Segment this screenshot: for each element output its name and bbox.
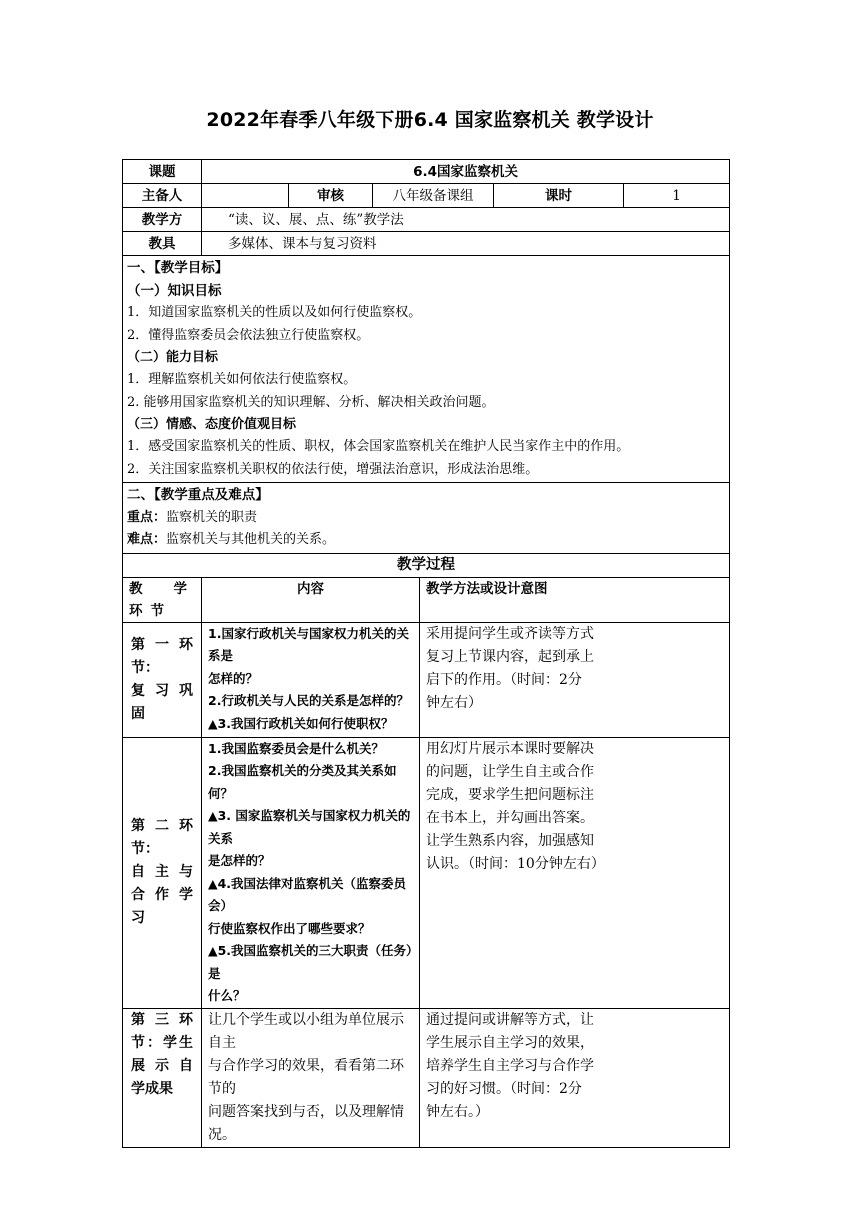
stage-name-line: 固 [131, 705, 145, 722]
stage-name-line: 展 示 自 [131, 1057, 193, 1074]
stage-content-line: 怎样的？ [208, 670, 259, 686]
difficulty-label: 难点： [127, 532, 167, 547]
stage-method-line: 培养学生自主学习与合作学 [426, 1057, 594, 1074]
topic-label: 课题 [123, 160, 202, 184]
stage-method-line: 习的好习惯。（时间：2分 [426, 1080, 582, 1097]
key-points-heading: 二、【教学重点及难点】 [127, 487, 269, 503]
stage-name-line: 复 习 巩 [131, 682, 193, 699]
stage-content-line: 与合作学习的效果，看看第二环节的 [208, 1057, 404, 1097]
stage-name-line: 节： [131, 841, 159, 857]
emotion-item: 1．感受国家监察机关的性质、职权，体会国家监察机关在维护人民当家作主中的作用。 [127, 439, 630, 454]
ability-heading: （二）能力目标 [127, 350, 219, 365]
stage-name-line: 节： [131, 659, 159, 676]
preparer-value [202, 184, 289, 208]
stage-name-line: 第 二 环 [131, 818, 193, 834]
stage-content-line: 问题答案找到与否，以及理解情况。 [208, 1103, 404, 1143]
stage-row [123, 622, 730, 737]
review-value: 八年级备课组 [373, 184, 494, 208]
stage-content-line: 1.我国监察委员会是什么机关？ [208, 740, 384, 756]
stage-method-line: 的问题，让学生自主或合作 [426, 763, 594, 780]
stage-method-line: 通过提问或讲解等方式，让 [426, 1011, 594, 1028]
focus-label: 重点： [127, 509, 167, 525]
stage-method-line: 认识。（时间：10分钟左右） [426, 855, 605, 872]
topic-value: 6.4国家监察机关 [202, 160, 730, 184]
stage-method-line: 在书本上，并勾画出答案。 [426, 809, 594, 826]
ability-item: 2. 能够用国家监察机关的知识理解、分析、解决相关政治问题。 [127, 394, 495, 410]
hours-label: 课时 [494, 184, 624, 208]
stage-method [420, 622, 730, 737]
stage-method [420, 737, 730, 1008]
tools-row [123, 232, 730, 256]
stage-method-line: 复习上节课内容，起到承上 [426, 648, 594, 665]
emotion-heading: （三）情感、态度价值观目标 [127, 417, 297, 432]
objectives-cell [123, 256, 730, 483]
stage-method-line: 钟左右） [426, 694, 482, 711]
review-label: 审核 [289, 184, 373, 208]
difficulty-line [127, 529, 723, 552]
stage-row [123, 737, 730, 1008]
tools-value: 多媒体、课本与复习资料 [202, 232, 730, 256]
method-row [123, 208, 730, 232]
method-label: 教学方 [123, 208, 202, 232]
knowledge-heading: （一）知识目标 [127, 282, 222, 299]
stage-method-line: 启下的作用。（时间：2分 [426, 671, 582, 688]
focus-value: 监察机关的职责 [166, 509, 258, 525]
process-header-row [123, 577, 730, 622]
stage-name-line: 自 主 与 [131, 864, 193, 880]
stage-name [123, 1008, 202, 1147]
objectives-heading: 一、【教学目标】 [127, 260, 229, 276]
col-method-header: 教学方法或设计意图 [420, 577, 730, 622]
meta-row [123, 184, 730, 208]
stage-content [202, 737, 420, 1008]
stage-content [202, 1008, 420, 1147]
preparer-label: 主备人 [123, 184, 202, 208]
hours-value: 1 [624, 184, 730, 208]
stage-name-line: 第 三 环 [131, 1011, 193, 1028]
stage-content-line: 1.国家行政机关与国家权力机关的关系是 [208, 625, 409, 663]
lesson-plan-table [122, 159, 730, 1148]
focus-line [127, 507, 723, 530]
stage-method-line: 完成，要求学生把问题标注 [426, 786, 594, 803]
col-stage-header: 教 学 环节 [123, 577, 202, 622]
stage-method-line: 钟左右。） [426, 1103, 489, 1120]
stage-content-line: 是怎样的？ [208, 853, 271, 868]
topic-row [123, 160, 730, 184]
difficulty-value: 监察机关与其他机关的关系。 [166, 532, 336, 547]
stage-content-line: ▲5.我国监察机关的三大职责（任务）是 [208, 943, 413, 981]
stage-method-line: 学生展示自主学习的效果， [426, 1034, 594, 1051]
stage-content-line: ▲4.我国法律对监察机关（监察委员会） [208, 875, 407, 913]
method-value: “读、议、展、点、练”教学法 [202, 208, 730, 232]
key-points-cell [123, 483, 730, 554]
stage-content-line: ▲3.我国行政机关如何行使职权？ [208, 715, 394, 731]
stage-name-line: 合 作 学 [131, 887, 193, 903]
tools-label: 教具 [123, 232, 202, 256]
stage-content [202, 622, 420, 737]
stage-method-line: 采用提问学生或齐读等方式 [426, 625, 594, 642]
ability-item: 1．理解监察机关如何依法行使监察权。 [127, 372, 357, 387]
process-heading-row [123, 553, 730, 577]
knowledge-item: 2．懂得监察委员会依法独立行使监察权。 [127, 327, 370, 343]
stage-content-line: 什么？ [208, 988, 246, 1003]
col-content-header: 内容 [202, 577, 420, 622]
stage-content-line: 让几个学生或以小组为单位展示自主 [208, 1011, 404, 1051]
knowledge-item: 1．知道国家监察机关的性质以及如何行使监察权。 [127, 305, 422, 320]
stage-name-line: 第 一 环 [131, 636, 193, 653]
stage-content-line: 2.我国监察机关的分类及其关系如何？ [208, 763, 397, 801]
stage-name-line: 节：学生 [131, 1034, 193, 1051]
stage-row [123, 1008, 730, 1147]
stage-content-line: 2.行政机关与人民的关系是怎样的？ [208, 693, 409, 708]
key-points-row [123, 483, 730, 554]
stage-method [420, 1008, 730, 1147]
stage-name [123, 737, 202, 1008]
stage-method-line: 让学生熟系内容，加强感知 [426, 832, 594, 849]
objectives-row [123, 256, 730, 483]
stage-content-line: 行使监察权作出了哪些要求？ [208, 920, 371, 936]
document-title: 2022年春季八年级下册6.4 国家监察机关 教学设计 [206, 109, 654, 131]
stage-name [123, 622, 202, 737]
stage-name-line: 学成果 [131, 1080, 173, 1097]
process-heading: 教学过程 [123, 553, 730, 577]
stage-method-line: 用幻灯片展示本课时要解决 [426, 740, 594, 757]
stage-name-line: 习 [131, 910, 145, 926]
emotion-item: 2．关注国家监察机关职权的依法行使，增强法治意识，形成法治思维。 [127, 461, 539, 477]
stage-content-line: ▲3. 国家监察机关与国家权力机关的关系 [208, 808, 411, 846]
